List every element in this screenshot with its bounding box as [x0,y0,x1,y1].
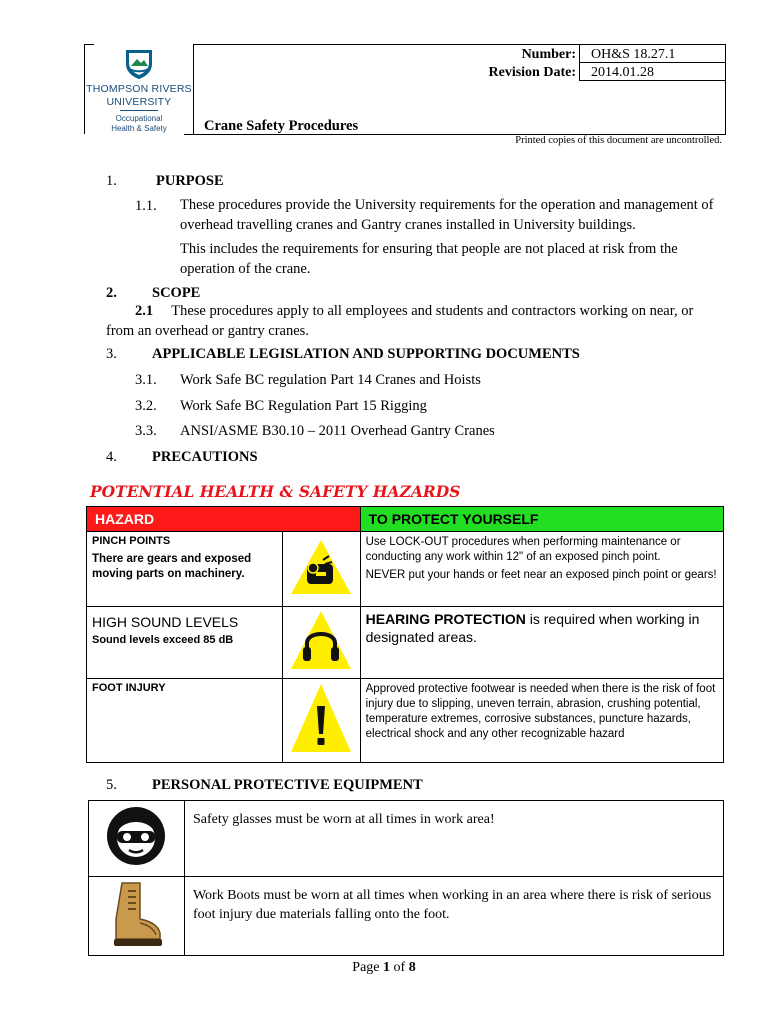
section-3-number: 3. [106,346,117,362]
section-2-1-number: 2.1 [135,303,154,319]
hazard-description: Sound levels exceed 85 dB [92,634,234,646]
hazard-column-header: HAZARD [87,507,361,532]
page-footer [0,960,768,976]
section-1-number: 1. [106,173,117,189]
pinch-point-warning-icon [289,538,353,596]
hazard-title: FOOT INJURY [92,682,166,694]
list-item-text: Work Safe BC regulation Part 14 Cranes and Hoists [180,372,481,388]
list-item-text: Work Safe BC Regulation Part 15 Rigging [180,398,427,414]
protect-text: Use LOCK-OUT procedures when performing maintenance or conducting any work within 12" of an exposed pinch point. [365,536,681,563]
table-row [89,877,724,956]
org-name-line1: THOMPSON RIVERS [86,83,192,95]
protect-cell [360,607,723,679]
number-label: Number: [521,47,576,62]
section-4-title: PRECAUTIONS [152,449,258,465]
section-2-title: SCOPE [152,285,201,301]
work-boot-icon [106,879,166,949]
list-item-text: ANSI/ASME B30.10 – 2011 Overhead Gantry Cranes [180,423,495,439]
university-logo [86,46,192,134]
list-item-number: 3.1. [135,372,157,388]
document-title: Crane Safety Procedures [204,118,359,134]
hazard-cell [87,607,283,679]
hazard-cell [87,679,283,763]
hazard-icon-cell [282,679,360,763]
purpose-paragraph-2: This includes the requirements for ensuring that people are not placed at risk from the operation of the crane. [180,241,678,277]
of-word: of [393,960,406,975]
section-1-title: PURPOSE [156,173,224,189]
protect-text: Approved protective footwear is needed when there is the risk of foot injury due to slipping, uneven terrain, abrasion, crushing potential, temperature extremes, corrosive substances, puncture hazards, electrical shock and any other recognizable hazard [365,683,716,740]
page-word: Page [352,960,380,975]
dept-name-line2: Health & Safety [111,124,167,133]
safety-glasses-icon [104,804,168,868]
hazard-description: There are gears and exposed moving parts on machinery. [92,553,252,580]
tru-crest-icon [124,48,154,80]
revision-date-label: Revision Date: [488,65,576,80]
hazard-table [86,506,724,763]
protect-text: NEVER put your hands or feet near an exposed pinch point or gears! [365,569,717,581]
section-4-number: 4. [106,449,117,465]
ppe-text-cell: Work Boots must be worn at all times when working in an area where there is risk of serious foot injury due materials falling onto the foot. [184,877,723,956]
org-name-line2: UNIVERSITY [106,96,172,108]
page-number: 1 [383,960,391,975]
hazards-heading: POTENTIAL HEALTH & SAFETY HAZARDS [90,482,461,501]
table-row [87,679,724,763]
ppe-table [88,800,724,956]
table-header-row [87,507,724,532]
section-2-number: 2. [106,285,117,301]
exclamation-warning-icon [289,682,353,754]
table-row [87,532,724,607]
purpose-paragraph-1: These procedures provide the University requirements for the operation and management of overhead travelling cranes and Gantry cranes installed in University buildings. [180,197,714,233]
scope-text: These procedures apply to all employees and students and contractors working on near, or from an overhead or gantry cranes. [106,303,694,339]
list-item-number: 3.2. [135,398,157,414]
protect-cell [360,532,723,607]
table-row [87,607,724,679]
section-3-title: APPLICABLE LEGISLATION AND SUPPORTING DOCUMENTS [152,346,580,362]
page-total: 8 [408,960,416,975]
hazard-icon-cell [282,607,360,679]
hazard-title: PINCH POINTS [92,535,171,547]
revision-date-value: 2014.01.28 [591,65,654,80]
hearing-protection-icon [289,609,353,671]
section-1-1-number: 1.1. [135,198,157,214]
ppe-icon-cell [89,801,185,877]
section-5-title: PERSONAL PROTECTIVE EQUIPMENT [152,777,423,793]
protect-cell [360,679,723,763]
ppe-text-cell: Safety glasses must be worn at all times in work area! [184,801,723,877]
section-5-number: 5. [106,777,117,793]
number-value: OH&S 18.27.1 [591,47,676,62]
list-item-number: 3.3. [135,423,157,439]
ppe-icon-cell [89,877,185,956]
protect-column-header: TO PROTECT YOURSELF [360,507,723,532]
protect-text: is required when working in designated areas. [365,611,700,645]
dept-name-line1: Occupational [115,114,163,123]
scope-paragraph [106,302,720,341]
hazard-title: HIGH SOUND LEVELS [92,614,239,630]
hazard-cell [87,532,283,607]
table-row [89,801,724,877]
uncontrolled-note: Printed copies of this document are uncontrolled. [515,135,722,146]
hazard-icon-cell [282,532,360,607]
protect-bold-text: HEARING PROTECTION [365,611,526,627]
